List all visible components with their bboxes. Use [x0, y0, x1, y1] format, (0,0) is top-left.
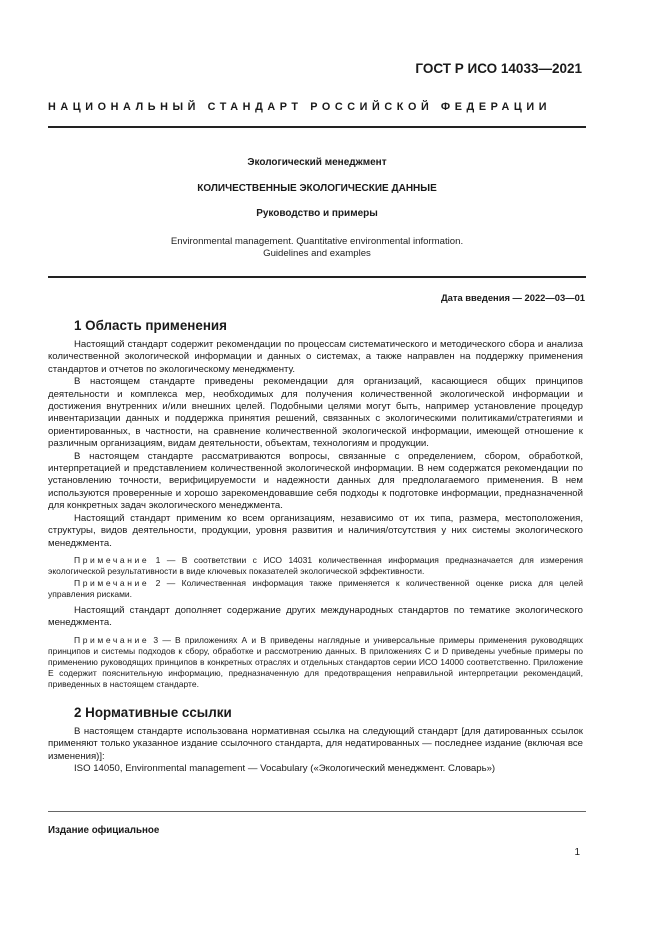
- official-edition-label: Издание официальное: [48, 825, 160, 836]
- note-1: [48, 555, 583, 577]
- section-1-paragraph-3: В настоящем стандарте рассматриваются вопросы, связанные с определением, сбором, обработкой, интерпретацией и представлением количественной экологической информации. В нем содержатся рекомендации по установлению точности, верифицируемости и надежности данных для предполагаемого применения. В нем используются проверенные и хорошо зарекомендовавшие себя подходы к подготовке информации, предназначенной для конкретных задач экологического менеджмента.: [48, 450, 583, 512]
- section-1-paragraph-2: В настоящем стандарте приведены рекомендации для организаций, касающиеся общих принципов деятельности и комплекса мер, необходимых для получения количественной экологической информации и достижения внутренних и/или внешних целей. Подобными целями могут быть, например установление процедур инвентаризации данных и поддержка принятия решений, связанных с экологическими политиками/стратегиями и ориентированных, в частности, на сравнение количественной экологической информации, имеющей отношение к различным организациям, видам деятельности, объектам, технологиям и продукции.: [48, 376, 583, 450]
- title-english-line1: Environmental management. Quantitative environmental information.: [170, 236, 464, 247]
- section-2-heading: 2 Нормативные ссылки: [74, 704, 232, 720]
- title-topic: Экологический менеджмент: [247, 157, 387, 168]
- page-number: 1: [574, 847, 580, 858]
- section-1-paragraph-4: Настоящий стандарт применим ко всем организациям, независимо от их типа, размера, местоположения, структуры, видов деятельности, продукции, уровня развития и наличия/отсутствия у них системы экологического менеджмента.: [48, 512, 583, 549]
- note-2: [48, 578, 583, 600]
- note-3-label: Примечание: [74, 634, 150, 645]
- note-2-label: Примечание: [74, 577, 150, 588]
- title-rule: [48, 276, 586, 278]
- section-1-heading: 1 Область применения: [74, 318, 227, 333]
- section-2-paragraph-2: ISO 14050, Environmental management — Vocabulary («Экологический менеджмент. Словарь»): [74, 762, 496, 774]
- footer-rule: [48, 811, 586, 812]
- note-1-text: 1 — В соответствии с ИСО 14031 количественная информация предназначается для измерения экологической результативности в виде ключевых показателей экологической эффективности.: [48, 554, 583, 576]
- title-subtitle: Руководство и примеры: [256, 208, 378, 219]
- national-standard-banner: НАЦИОНАЛЬНЫЙ СТАНДАРТ РОССИЙСКОЙ ФЕДЕРАЦИИ: [48, 101, 552, 113]
- title-main: КОЛИЧЕСТВЕННЫЕ ЭКОЛОГИЧЕСКИЕ ДАННЫЕ: [197, 183, 437, 194]
- top-rule: [48, 126, 586, 128]
- note-1-label: Примечание: [74, 554, 150, 565]
- title-english: [48, 236, 586, 260]
- section-1-paragraph-5: Настоящий стандарт дополняет содержание других международных стандартов по тематике экологического менеджмента.: [48, 604, 583, 629]
- note-3: [48, 635, 583, 690]
- note-2-text: 2 — Количественная информация также применяется к количественной оценке риска для целей управления рисками.: [48, 577, 583, 599]
- section-1-paragraph-1: Настоящий стандарт содержит рекомендации по процессам систематического и методического сбора и анализа количественной экологической информации и данных о системах, а также направлен на поддержку применения стандартов и отчетов по экологическому менеджменту.: [48, 339, 583, 375]
- document-number: ГОСТ Р ИСО 14033—2021: [415, 61, 582, 76]
- title-english-line2: Guidelines and examples: [263, 248, 371, 259]
- note-3-text: 3 — В приложениях А и В приведены наглядные и универсальные примеры применения руководящих принципов и системы подходов к сбору, обработке и рассмотрению данных. В приложениях С и D приведены учебные примеры по применению руководящих принципов в конкретных отраслях и отдельных стандартов серии ИСО 14000 соответственно. Приложение Е содержит пояснительную информацию, предназначенную для предотвращения неправильной интерпретации рекомендаций, приведенных в настоящем стандарте.: [48, 634, 583, 689]
- section-2-paragraph-1: В настоящем стандарте использована нормативная ссылка на следующий стандарт [для датированных ссылок применяют только указанное издание ссылочного стандарта, для недатированных — последнее издание (включая все изменения)]:: [48, 725, 583, 762]
- main-content: [48, 318, 583, 775]
- introduction-date: Дата введения — 2022—03—01: [440, 292, 585, 303]
